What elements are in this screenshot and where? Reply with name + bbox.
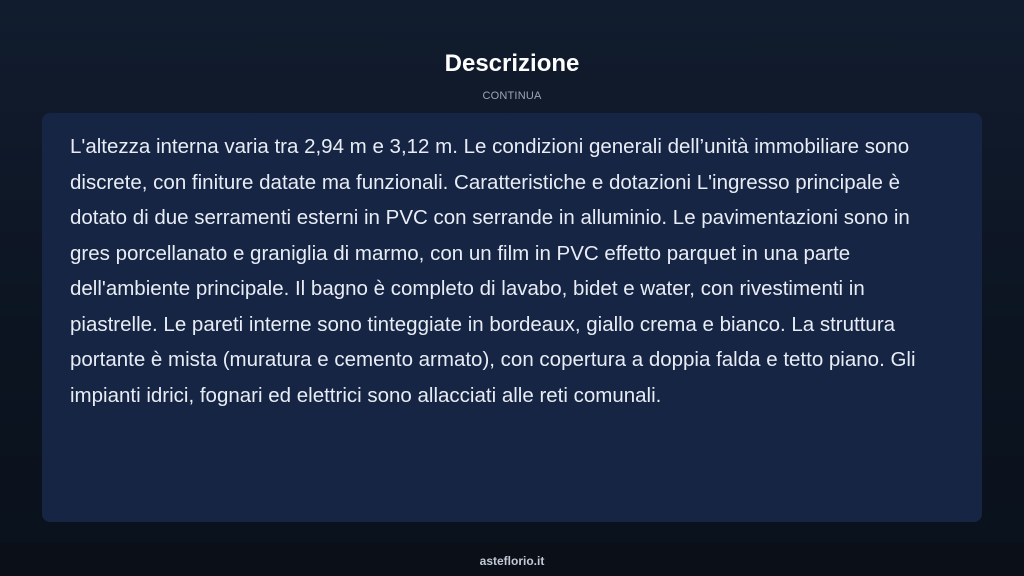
page-subtitle: CONTINUA <box>482 90 542 102</box>
page-title: Descrizione <box>444 50 580 77</box>
description-panel <box>42 113 982 522</box>
description-text: L'altezza interna varia tra 2,94 m e 3,12 m. Le condizioni generali dell’unità immobiliare sono discrete, con finiture datate ma funzionali. Caratteristiche e dotazioni L'ingresso principale è dotato di due serramenti esterni in PVC con serrande in alluminio. Le pavimentazioni sono in gres porcellanato e graniglia di marmo, con un film in PVC effetto parquet in una parte dell'ambiente principale. Il bagno è completo di lavabo, bidet e water, con rivestimenti in piastrelle. Le pareti interne sono tinteggiate in bordeaux, giallo crema e bianco. La struttura portante è mista (muratura e cemento armato), con copertura a doppia falda e tetto piano. Gli impianti idrici, fognari ed elettrici sono allacciati alle reti comunali. <box>70 135 916 407</box>
footer-site-label: asteflorio.it <box>479 554 545 568</box>
